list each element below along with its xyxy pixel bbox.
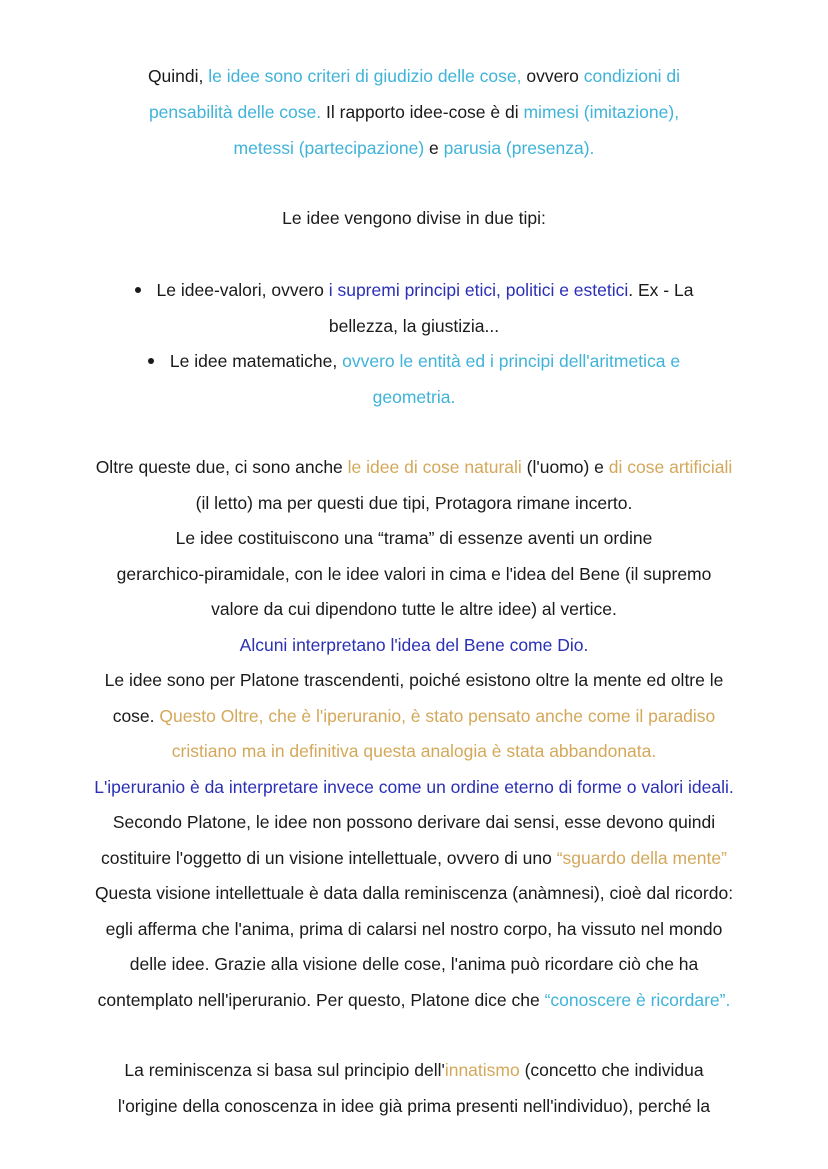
text-line: delle idee. Grazie alla visione delle cose, l'anima può ricordare ciò che ha — [129, 954, 699, 974]
bullet-icon — [148, 358, 154, 364]
text-line: (il letto) ma per questi due tipi, Protagora rimane incerto. — [195, 493, 633, 513]
text-line: L'iperuranio è da interpretare invece come un ordine eterno di forme o valori ideali. — [94, 777, 734, 797]
text-line: gerarchico-piramidale, con le idee valori in cima e l'idea del Bene (il supremo — [116, 564, 712, 584]
text-line: Le idee sono per Platone trascendenti, poiché esistono oltre la mente ed oltre le — [104, 670, 724, 690]
list-item-continuation: bellezza, la giustizia... — [328, 316, 500, 336]
text-line: pensabilità delle cose. Il rapporto idee-cose è di mimesi (imitazione), — [148, 102, 680, 122]
text-line: metessi (partecipazione) e parusia (presenza). — [233, 138, 595, 158]
text-line: La reminiscenza si basa sul principio dell'innatismo (concetto che individua — [124, 1060, 704, 1080]
text-line: Oltre queste due, ci sono anche le idee di cose naturali (l'uomo) e di cose artificiali — [95, 457, 733, 477]
text-line: Le idee vengono divise in due tipi: — [282, 208, 546, 228]
text-line: costituire l'oggetto di un visione intellettuale, ovvero di uno “sguardo della mente” — [101, 848, 727, 868]
list-item-continuation: geometria. — [372, 387, 456, 407]
list-item: Le idee matematiche, ovvero le entità ed i principi dell'aritmetica e — [0, 343, 828, 379]
text-line: Le idee costituiscono una “trama” di essenze aventi un ordine — [175, 528, 653, 548]
text-line: Alcuni interpretano l'idea del Bene come Dio. — [239, 635, 589, 655]
text-line: cose. Questo Oltre, che è l'iperuranio, è stato pensato anche come il paradiso — [112, 706, 716, 726]
text-line: egli afferma che l'anima, prima di calarsi nel nostro corpo, ha vissuto nel mondo — [105, 919, 723, 939]
text-line: l'origine della conoscenza in idee già prima presenti nell'individuo), perché la — [117, 1096, 711, 1116]
text-line: Secondo Platone, le idee non possono derivare dai sensi, esse devono quindi — [112, 812, 716, 832]
text-line: cristiano ma in definitiva questa analogia è stata abbandonata. — [171, 741, 657, 761]
text-line: Quindi, le idee sono criteri di giudizio delle cose, ovvero condizioni di — [147, 66, 681, 86]
bullet-icon — [135, 287, 141, 293]
text-line: contemplato nell'iperuranio. Per questo, Platone dice che “conoscere è ricordare”. — [97, 990, 731, 1010]
text-line: valore da cui dipendono tutte le altre idee) al vertice. — [211, 599, 617, 619]
list-item: Le idee-valori, ovvero i supremi principi etici, politici e estetici. Ex - La — [0, 272, 828, 308]
text-line: Questa visione intellettuale è data dalla reminiscenza (anàmnesi), cioè dal ricordo: — [94, 883, 734, 903]
